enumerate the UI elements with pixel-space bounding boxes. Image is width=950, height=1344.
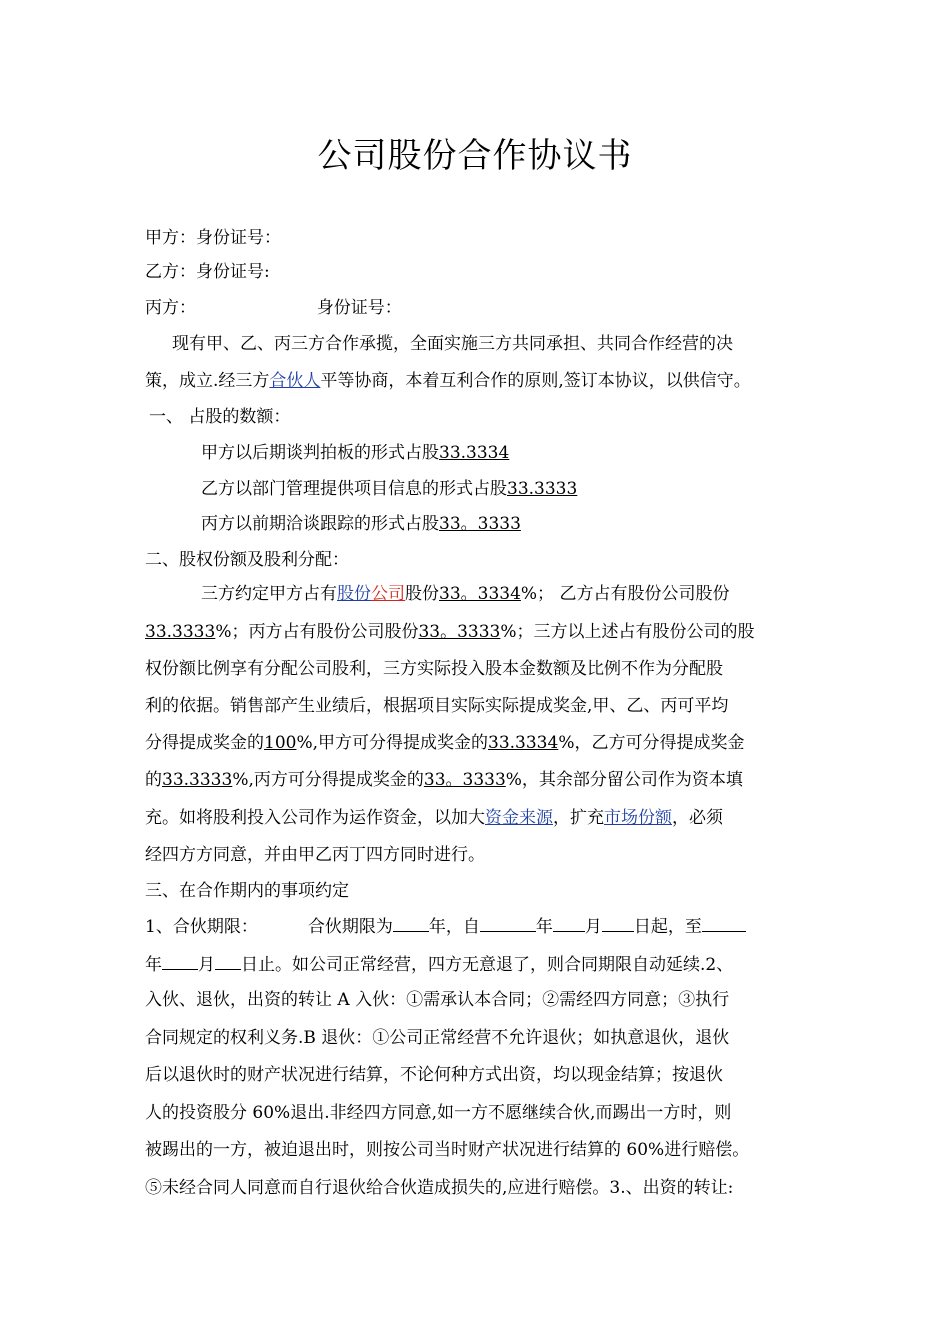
text: %； 乙方占有股份公司股份 [520, 584, 730, 604]
party-c-line [145, 296, 402, 320]
text: 充。如将股利投入公司作为运作资金，以加大 [145, 808, 485, 828]
section-3-line-8: ⑤未经合同人同意而自行退伙给合伙造成损失的,应进行赔偿。3.、出资的转让: [145, 1178, 734, 1198]
section-2-line-1 [201, 582, 729, 606]
company-link[interactable]: 公司 [371, 584, 405, 604]
section-3-line-2 [145, 951, 733, 977]
value: 33.3334 [488, 733, 559, 753]
value: 100 [264, 733, 297, 753]
text: 年，自 [428, 917, 480, 937]
blank-field [393, 913, 429, 932]
share-a-text: 甲方以后期谈判拍板的形式占股 [201, 443, 439, 463]
text: 合伙期限为 [307, 917, 393, 937]
text: %,甲方可分得提成奖金的 [296, 733, 489, 753]
market-share-link[interactable]: 市场份额 [604, 808, 672, 828]
share-a-line [201, 441, 509, 465]
share-c-value: 33。3333 [439, 514, 521, 534]
text: 分得提成奖金的 [145, 733, 264, 753]
section-3-line-1 [145, 913, 746, 939]
share-b-text: 乙方以部门管理提供项目信息的形式占股 [201, 479, 507, 499]
shares-link[interactable]: 股份 [337, 584, 371, 604]
section-3-heading: 三、在合作期内的事项约定 [145, 881, 349, 901]
text: 月 [584, 917, 602, 937]
capital-source-link[interactable]: 资金来源 [485, 808, 553, 828]
section-3-line-3: 入伙、退伙，出资的转让 A 入伙：①需承认本合同；②需经四方同意；③执行 [145, 990, 730, 1010]
section-1-heading: 一、 占股的数额： [149, 407, 291, 427]
section-3-line-5: 后以退伙时的财产状况进行结算，不论何种方式出资，均以现金结算；按退伙 [145, 1065, 723, 1085]
intro-text: 平等协商，本着互利合作的原则,签订本协议，以供信守。 [320, 371, 751, 391]
text: 日止。如公司正常经营，四方无意退了，则合同期限自动延续.2、 [241, 955, 734, 975]
text: %,丙方可分得提成奖金的 [232, 770, 424, 790]
value: 33。3333 [418, 622, 501, 642]
blank-field [602, 913, 634, 932]
share-b-line [201, 477, 577, 501]
text: %，乙方可分得提成奖金 [558, 733, 745, 753]
share-a-value: 33.3334 [439, 443, 510, 463]
blank-field [553, 913, 585, 932]
blank-field [480, 913, 536, 932]
text: ，扩充 [553, 808, 604, 828]
text: 三方约定甲方占有 [201, 584, 337, 604]
section-2-line-8: 经四方方同意，并由甲乙丙丁四方同时进行。 [145, 845, 485, 865]
blank-field [162, 951, 198, 970]
party-c-id-label: 身份证号： [316, 298, 402, 318]
section-3-line-7: 被踢出的一方，被迫退出时，则按公司当时财产状况进行结算的 60%进行赔偿。 [145, 1140, 750, 1160]
text: 1、合伙期限： [145, 917, 258, 937]
section-2-heading: 二、股权份额及股利分配： [145, 550, 349, 570]
section-2-line-6 [145, 768, 743, 792]
text: 日起，至 [633, 917, 702, 937]
text: 的 [145, 770, 162, 790]
text: 年 [535, 917, 553, 937]
section-2-line-7 [145, 806, 723, 830]
text: 年 [145, 955, 162, 975]
text: %，其余部分留公司作为资本填 [505, 770, 743, 790]
section-2-line-4: 利的依据。销售部产生业绩后，根据项目实际实际提成奖金,甲、乙、丙可平均 [145, 696, 729, 716]
value: 33.3333 [145, 622, 216, 642]
section-3-line-6: 人的投资股分 60%退出.非经四方同意,如一方不愿继续合伙,而踢出一方时，则 [145, 1103, 732, 1123]
intro-text: 策，成立.经三方 [145, 371, 270, 391]
blank-field [215, 951, 241, 970]
share-c-text: 丙方以前期洽谈跟踪的形式占股 [201, 514, 439, 534]
document-title: 公司股份合作协议书 [317, 136, 633, 176]
party-b-line: 乙方：身份证号: [145, 262, 270, 282]
party-a-line: 甲方：身份证号： [145, 228, 281, 248]
text: 股份 [405, 584, 439, 604]
share-b-value: 33.3333 [507, 479, 578, 499]
text: %；丙方占有股份公司股份 [215, 622, 419, 642]
text: ，必须 [672, 808, 723, 828]
section-2-line-3: 权份额比例享有分配公司股利，三方实际投入股本金数额及比例不作为分配股 [145, 659, 723, 679]
text: %；三方以上述占有股份公司的股 [500, 622, 755, 642]
intro-line-1: 现有甲、乙、丙三方合作承揽，全面实施三方共同承担、共同合作经营的决 [172, 334, 733, 354]
share-c-line [201, 512, 521, 536]
intro-line-2 [145, 369, 751, 393]
value: 33.3333 [162, 770, 233, 790]
text: 月 [198, 955, 215, 975]
section-2-line-2 [145, 620, 755, 644]
value: 33。3334 [439, 584, 521, 604]
section-3-line-4: 合同规定的权利义务.B 退伙：①公司正常经营不允许退伙；如执意退伙，退伙 [145, 1028, 730, 1048]
value: 33。3333 [423, 770, 506, 790]
section-2-line-5 [145, 731, 744, 755]
partner-link[interactable]: 合伙人 [269, 371, 321, 391]
blank-field [702, 913, 746, 932]
party-c-label: 丙方： [145, 298, 196, 318]
